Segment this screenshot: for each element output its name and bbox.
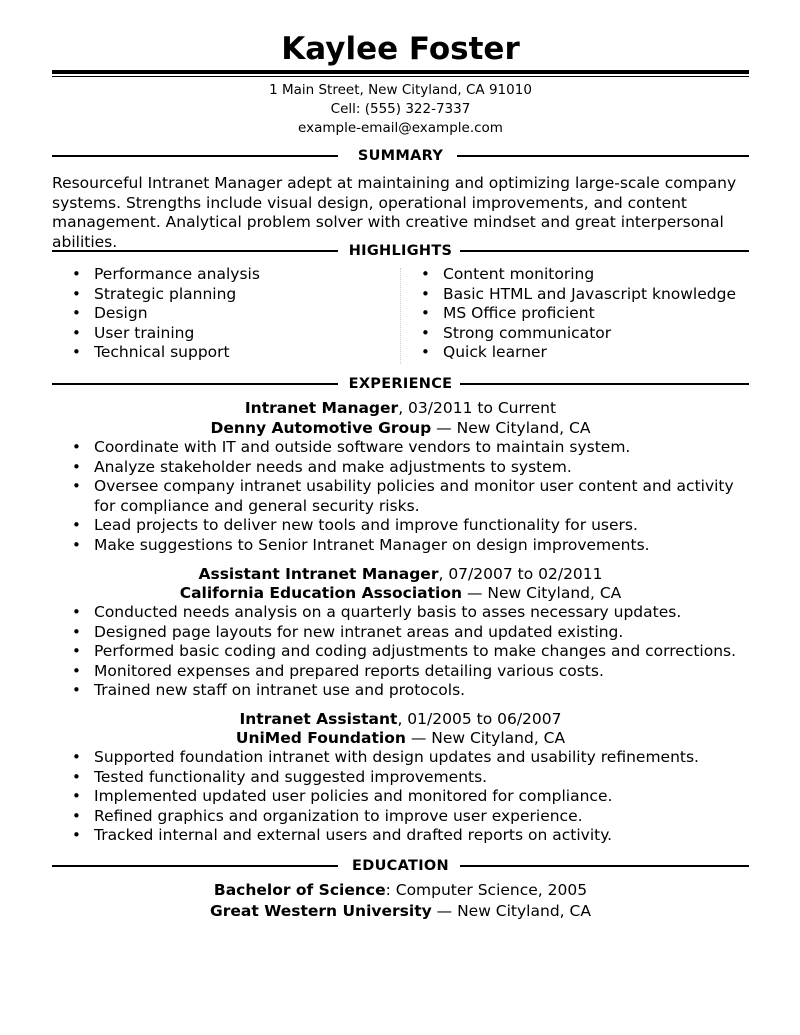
job-bullet-list bbox=[52, 748, 749, 846]
job-location: — New Cityland, CA bbox=[462, 584, 622, 602]
section-title: EDUCATION bbox=[352, 858, 449, 874]
education-location: — New Cityland, CA bbox=[431, 902, 591, 920]
highlights-left-list bbox=[52, 265, 392, 363]
job-dates: , 01/2005 to 06/2007 bbox=[397, 710, 562, 728]
list-item: • Lead projects to deliver new tools and improve functionality for users. bbox=[52, 516, 749, 536]
job-company-line bbox=[52, 583, 749, 603]
job-title-line bbox=[52, 564, 749, 584]
job-company: California Education Association bbox=[179, 584, 463, 602]
list-item: • Implemented updated user policies and monitored for compliance. bbox=[52, 787, 749, 807]
job-dates: , 07/2007 to 02/2011 bbox=[438, 565, 603, 583]
list-item: • Conducted needs analysis on a quarterly basis to asses necessary updates. bbox=[52, 603, 749, 623]
contact-cell: Cell: (555) 322-7337 bbox=[330, 101, 471, 117]
highlights-heading bbox=[52, 241, 749, 261]
job-location: — New Cityland, CA bbox=[431, 419, 591, 437]
job-company-line bbox=[52, 728, 749, 748]
education-degree: Bachelor of Science bbox=[213, 881, 386, 899]
education-heading bbox=[52, 856, 749, 876]
job-company-line bbox=[52, 418, 749, 438]
experience-heading bbox=[52, 374, 749, 394]
list-item: • Performed basic coding and coding adjustments to make changes and corrections. bbox=[52, 642, 749, 662]
summary-heading bbox=[52, 146, 749, 166]
list-item: • Content monitoring bbox=[401, 265, 749, 285]
job-company: UniMed Foundation bbox=[235, 729, 406, 747]
job-title-line bbox=[52, 709, 749, 729]
job-company: Denny Automotive Group bbox=[210, 419, 432, 437]
list-item: • Oversee company intranet usability policies and monitor user content and activity for compliance and general security risks. bbox=[52, 477, 749, 516]
education-school-line bbox=[52, 901, 749, 921]
list-item: • Make suggestions to Senior Intranet Manager on design improvements. bbox=[52, 536, 749, 556]
list-item: • MS Office proficient bbox=[401, 304, 749, 324]
list-item: • Monitored expenses and prepared reports detailing various costs. bbox=[52, 662, 749, 682]
job-title: Assistant Intranet Manager bbox=[198, 565, 439, 583]
education-field: : Computer Science, 2005 bbox=[385, 881, 588, 899]
list-item: • Analyze stakeholder needs and make adjustments to system. bbox=[52, 458, 749, 478]
list-item: • Strategic planning bbox=[52, 285, 392, 305]
job-location: — New Cityland, CA bbox=[405, 729, 566, 747]
resume-name: Kaylee Foster bbox=[281, 31, 520, 67]
job-bullet-list bbox=[52, 438, 749, 556]
list-item: • Trained new staff on intranet use and protocols. bbox=[52, 681, 749, 701]
summary-text: Resourceful Intranet Manager adept at maintaining and optimizing large-scale company systems. Strengths include visual design, operational improvements, and content management. Analytical problem solver with creative mindset and great interpersonal abilities. bbox=[52, 174, 737, 251]
job-bullet-list bbox=[52, 603, 749, 701]
header-rule-thick bbox=[52, 70, 749, 74]
list-item: • Refined graphics and organization to improve user experience. bbox=[52, 807, 749, 827]
education-school: Great Western University bbox=[210, 902, 432, 920]
list-item: • Design bbox=[52, 304, 392, 324]
job-title: Intranet Assistant bbox=[239, 710, 398, 728]
job-dates: , 03/2011 to Current bbox=[398, 399, 557, 417]
education-degree-line bbox=[52, 880, 749, 900]
section-title: SUMMARY bbox=[357, 148, 444, 164]
list-item: • Performance analysis bbox=[52, 265, 392, 285]
job-title: Intranet Manager bbox=[244, 399, 399, 417]
list-item: • Technical support bbox=[52, 343, 392, 363]
list-item: • Basic HTML and Javascript knowledge bbox=[401, 285, 749, 305]
job-title-line bbox=[52, 398, 749, 418]
contact-email: example-email@example.com bbox=[298, 120, 503, 136]
contact-address: 1 Main Street, New Cityland, CA 91010 bbox=[269, 82, 532, 98]
list-item: • Quick learner bbox=[401, 343, 749, 363]
highlights-right-list bbox=[401, 265, 749, 363]
header-rule-thin bbox=[52, 76, 749, 77]
list-item: • Strong communicator bbox=[401, 324, 749, 344]
list-item: • Tracked internal and external users and drafted reports on activity. bbox=[52, 826, 749, 846]
section-title: HIGHLIGHTS bbox=[348, 243, 453, 259]
list-item: • User training bbox=[52, 324, 392, 344]
list-item: • Designed page layouts for new intranet areas and updated existing. bbox=[52, 623, 749, 643]
list-item: • Tested functionality and suggested improvements. bbox=[52, 768, 749, 788]
list-item: • Supported foundation intranet with design updates and usability refinements. bbox=[52, 748, 749, 768]
list-item: • Coordinate with IT and outside software vendors to maintain system. bbox=[52, 438, 749, 458]
section-title: EXPERIENCE bbox=[348, 376, 453, 392]
